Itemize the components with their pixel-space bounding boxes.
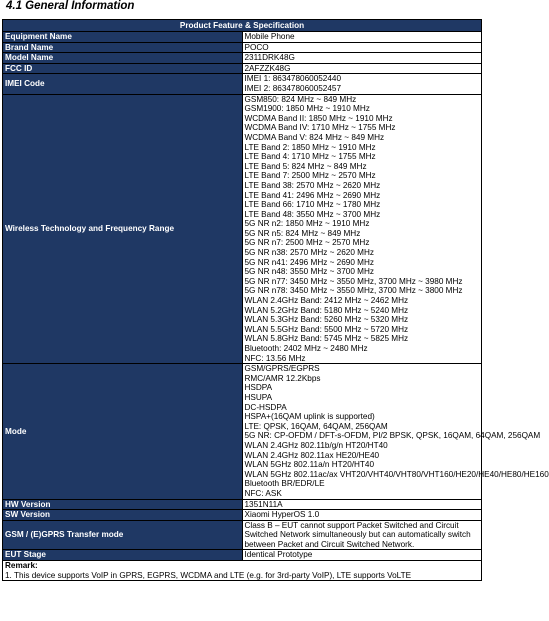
spec-value <box>242 42 482 53</box>
section-title: 4.1 General Information <box>6 0 135 12</box>
spec-value-line: WLAN 5.2GHz Band: 5180 MHz ~ 5240 MHz <box>244 305 409 315</box>
spec-value <box>242 53 482 64</box>
spec-value-line: NFC: 13.56 MHz <box>244 353 306 363</box>
spec-value-line: WLAN 5.5GHz Band: 5500 MHz ~ 5720 MHz <box>244 324 409 334</box>
spec-row <box>3 499 482 510</box>
spec-label: EUT Stage <box>3 550 243 561</box>
spec-value-line: WLAN 2.4GHz 802.11ax HE20/HE40 <box>244 450 380 460</box>
spec-value-line: 5G NR n2: 1850 MHz ~ 1910 MHz <box>244 219 370 229</box>
spec-value-line: Mobile Phone <box>244 32 295 41</box>
spec-value-line: GSM1900: 1850 MHz ~ 1910 MHz <box>244 104 370 114</box>
spec-value-line: LTE Band 5: 824 MHz ~ 849 MHz <box>244 161 367 171</box>
spec-label: HW Version <box>3 499 243 510</box>
spec-value-line: POCO <box>244 42 269 52</box>
spec-value-line: LTE Band 41: 2496 MHz ~ 2690 MHz <box>244 190 381 200</box>
spec-value-line: 2AFZZK48G <box>244 63 291 73</box>
spec-value-line: WLAN 5.8GHz Band: 5745 MHz ~ 5825 MHz <box>244 334 409 344</box>
spec-value-line: 2311DRK48G <box>244 53 295 63</box>
spec-value-line: GSM850: 824 MHz ~ 849 MHz <box>244 94 357 104</box>
spec-row <box>3 53 482 64</box>
spec-row <box>3 550 482 561</box>
spec-value-line: LTE Band 2: 1850 MHz ~ 1910 MHz <box>244 142 376 152</box>
spec-value <box>242 550 482 561</box>
spec-row <box>3 32 482 43</box>
spec-value-line: LTE Band 4: 1710 MHz ~ 1755 MHz <box>244 152 376 162</box>
remark-cell <box>3 561 482 581</box>
spec-row <box>3 42 482 53</box>
remark-row <box>3 561 482 581</box>
spec-row <box>3 520 482 550</box>
spec-value <box>242 32 482 43</box>
spec-value-line: 5G NR n48: 3550 MHz ~ 3700 MHz <box>244 267 374 277</box>
spec-label: GSM / (E)GPRS Transfer mode <box>3 520 243 550</box>
spec-value-line: 5G NR n7: 2500 MHz ~ 2570 MHz <box>244 238 370 248</box>
spec-value-line: 5G NR n78: 3450 MHz ~ 3550 MHz, 3700 MHz ~ 3800 MHz <box>244 286 463 296</box>
spec-value-line: LTE: QPSK, 16QAM, 64QAM, 256QAM <box>244 421 388 431</box>
spec-value-line: NFC: ASK <box>244 488 282 498</box>
spec-value-line: LTE Band 38: 2570 MHz ~ 2620 MHz <box>244 180 381 190</box>
table-header-row <box>3 20 482 32</box>
spec-value-line: WLAN 2.4GHz 802.11b/g/n HT20/HT40 <box>244 440 388 450</box>
spec-value-line: Bluetooth BR/EDR/LE <box>244 479 325 489</box>
spec-value-line: WLAN 2.4GHz Band: 2412 MHz ~ 2462 MHz <box>244 296 409 306</box>
spec-label: Brand Name <box>3 42 243 53</box>
spec-value-line: WCDMA Band II: 1850 MHz ~ 1910 MHz <box>244 113 393 123</box>
spec-value-line: Bluetooth: 2402 MHz ~ 2480 MHz <box>244 344 368 353</box>
spec-value-line: HSPA+(16QAM uplink is supported) <box>244 412 375 422</box>
spec-row <box>3 74 482 94</box>
spec-value-line: WCDMA Band V: 824 MHz ~ 849 MHz <box>244 132 385 142</box>
spec-value-line: Xiaomi HyperOS 1.0 <box>244 510 320 520</box>
spec-value-line: WLAN 5GHz 802.11ac/ax VHT20/VHT40/VHT80/VHT160/HE20/HE40/HE80/HE160 <box>244 469 549 479</box>
spec-row <box>3 63 482 74</box>
spec-value-line: WCDMA Band IV: 1710 MHz ~ 1755 MHz <box>244 123 396 133</box>
spec-value-line: LTE Band 7: 2500 MHz ~ 2570 MHz <box>244 171 376 181</box>
spec-value <box>242 94 482 364</box>
spec-value-line: WLAN 5.3GHz Band: 5260 MHz ~ 5320 MHz <box>244 315 409 325</box>
spec-label: FCC ID <box>3 63 243 74</box>
spec-label: Mode <box>3 364 243 499</box>
spec-value <box>242 74 482 94</box>
spec-value-line: IMEI 1: 863478060052440 <box>244 74 342 84</box>
spec-value-line: 5G NR: CP-OFDM / DFT-s-OFDM, PI/2 BPSK, QPSK, 16QAM, 64QAM, 256QAM <box>244 431 541 441</box>
spec-label: SW Version <box>3 510 243 521</box>
spec-value-line: HSDPA <box>244 383 273 393</box>
spec-value-line: 5G NR n5: 824 MHz ~ 849 MHz <box>244 228 361 238</box>
spec-label: IMEI Code <box>3 74 243 94</box>
spec-value-line: LTE Band 48: 3550 MHz ~ 3700 MHz <box>244 209 381 219</box>
spec-label: Wireless Technology and Frequency Range <box>3 94 243 364</box>
spec-table <box>2 19 549 581</box>
spec-value <box>242 499 482 510</box>
spec-value-line: IMEI 2: 863478060052457 <box>244 83 342 93</box>
spec-value-line: RMC/AMR 12.2Kbps <box>244 373 321 383</box>
spec-label: Equipment Name <box>3 32 243 43</box>
remark-line: 1. This device supports VoIP in GPRS, EGPRS, WCDMA and LTE (e.g. for 3rd-party VoIP), LTE supports VoLTE <box>5 570 412 580</box>
spec-row <box>3 510 482 521</box>
spec-value <box>242 364 549 499</box>
spec-value-line: 5G NR n41: 2496 MHz ~ 2690 MHz <box>244 257 374 267</box>
remark-title: Remark: <box>5 561 38 571</box>
spec-value <box>242 520 482 550</box>
spec-value <box>242 63 482 74</box>
spec-value-line: LTE Band 66: 1710 MHz ~ 1780 MHz <box>244 200 381 210</box>
spec-value-line: Class B – EUT cannot support Packet Switched and Circuit Switched Network simultaneously but can automatically switch between Packet and Circuit Switched Network. <box>244 520 471 549</box>
spec-value <box>242 510 482 521</box>
table-header: Product Feature & Specification <box>3 20 482 32</box>
spec-label: Model Name <box>3 53 243 64</box>
spec-row <box>3 94 482 364</box>
spec-value-line: WLAN 5GHz 802.11a/n HT20/HT40 <box>244 460 375 470</box>
spec-value-line: GSM/GPRS/EGPRS <box>244 364 320 374</box>
spec-value-line: DC-HSDPA <box>244 402 287 412</box>
spec-value-line: HSUPA <box>244 392 273 402</box>
spec-value-line: 5G NR n77: 3450 MHz ~ 3550 MHz, 3700 MHz ~ 3980 MHz <box>244 276 463 286</box>
spec-value-line: Identical Prototype <box>244 550 313 560</box>
spec-value-line: 1351N11A <box>244 499 283 509</box>
spec-row <box>3 364 482 499</box>
spec-value-line: 5G NR n38: 2570 MHz ~ 2620 MHz <box>244 248 374 258</box>
